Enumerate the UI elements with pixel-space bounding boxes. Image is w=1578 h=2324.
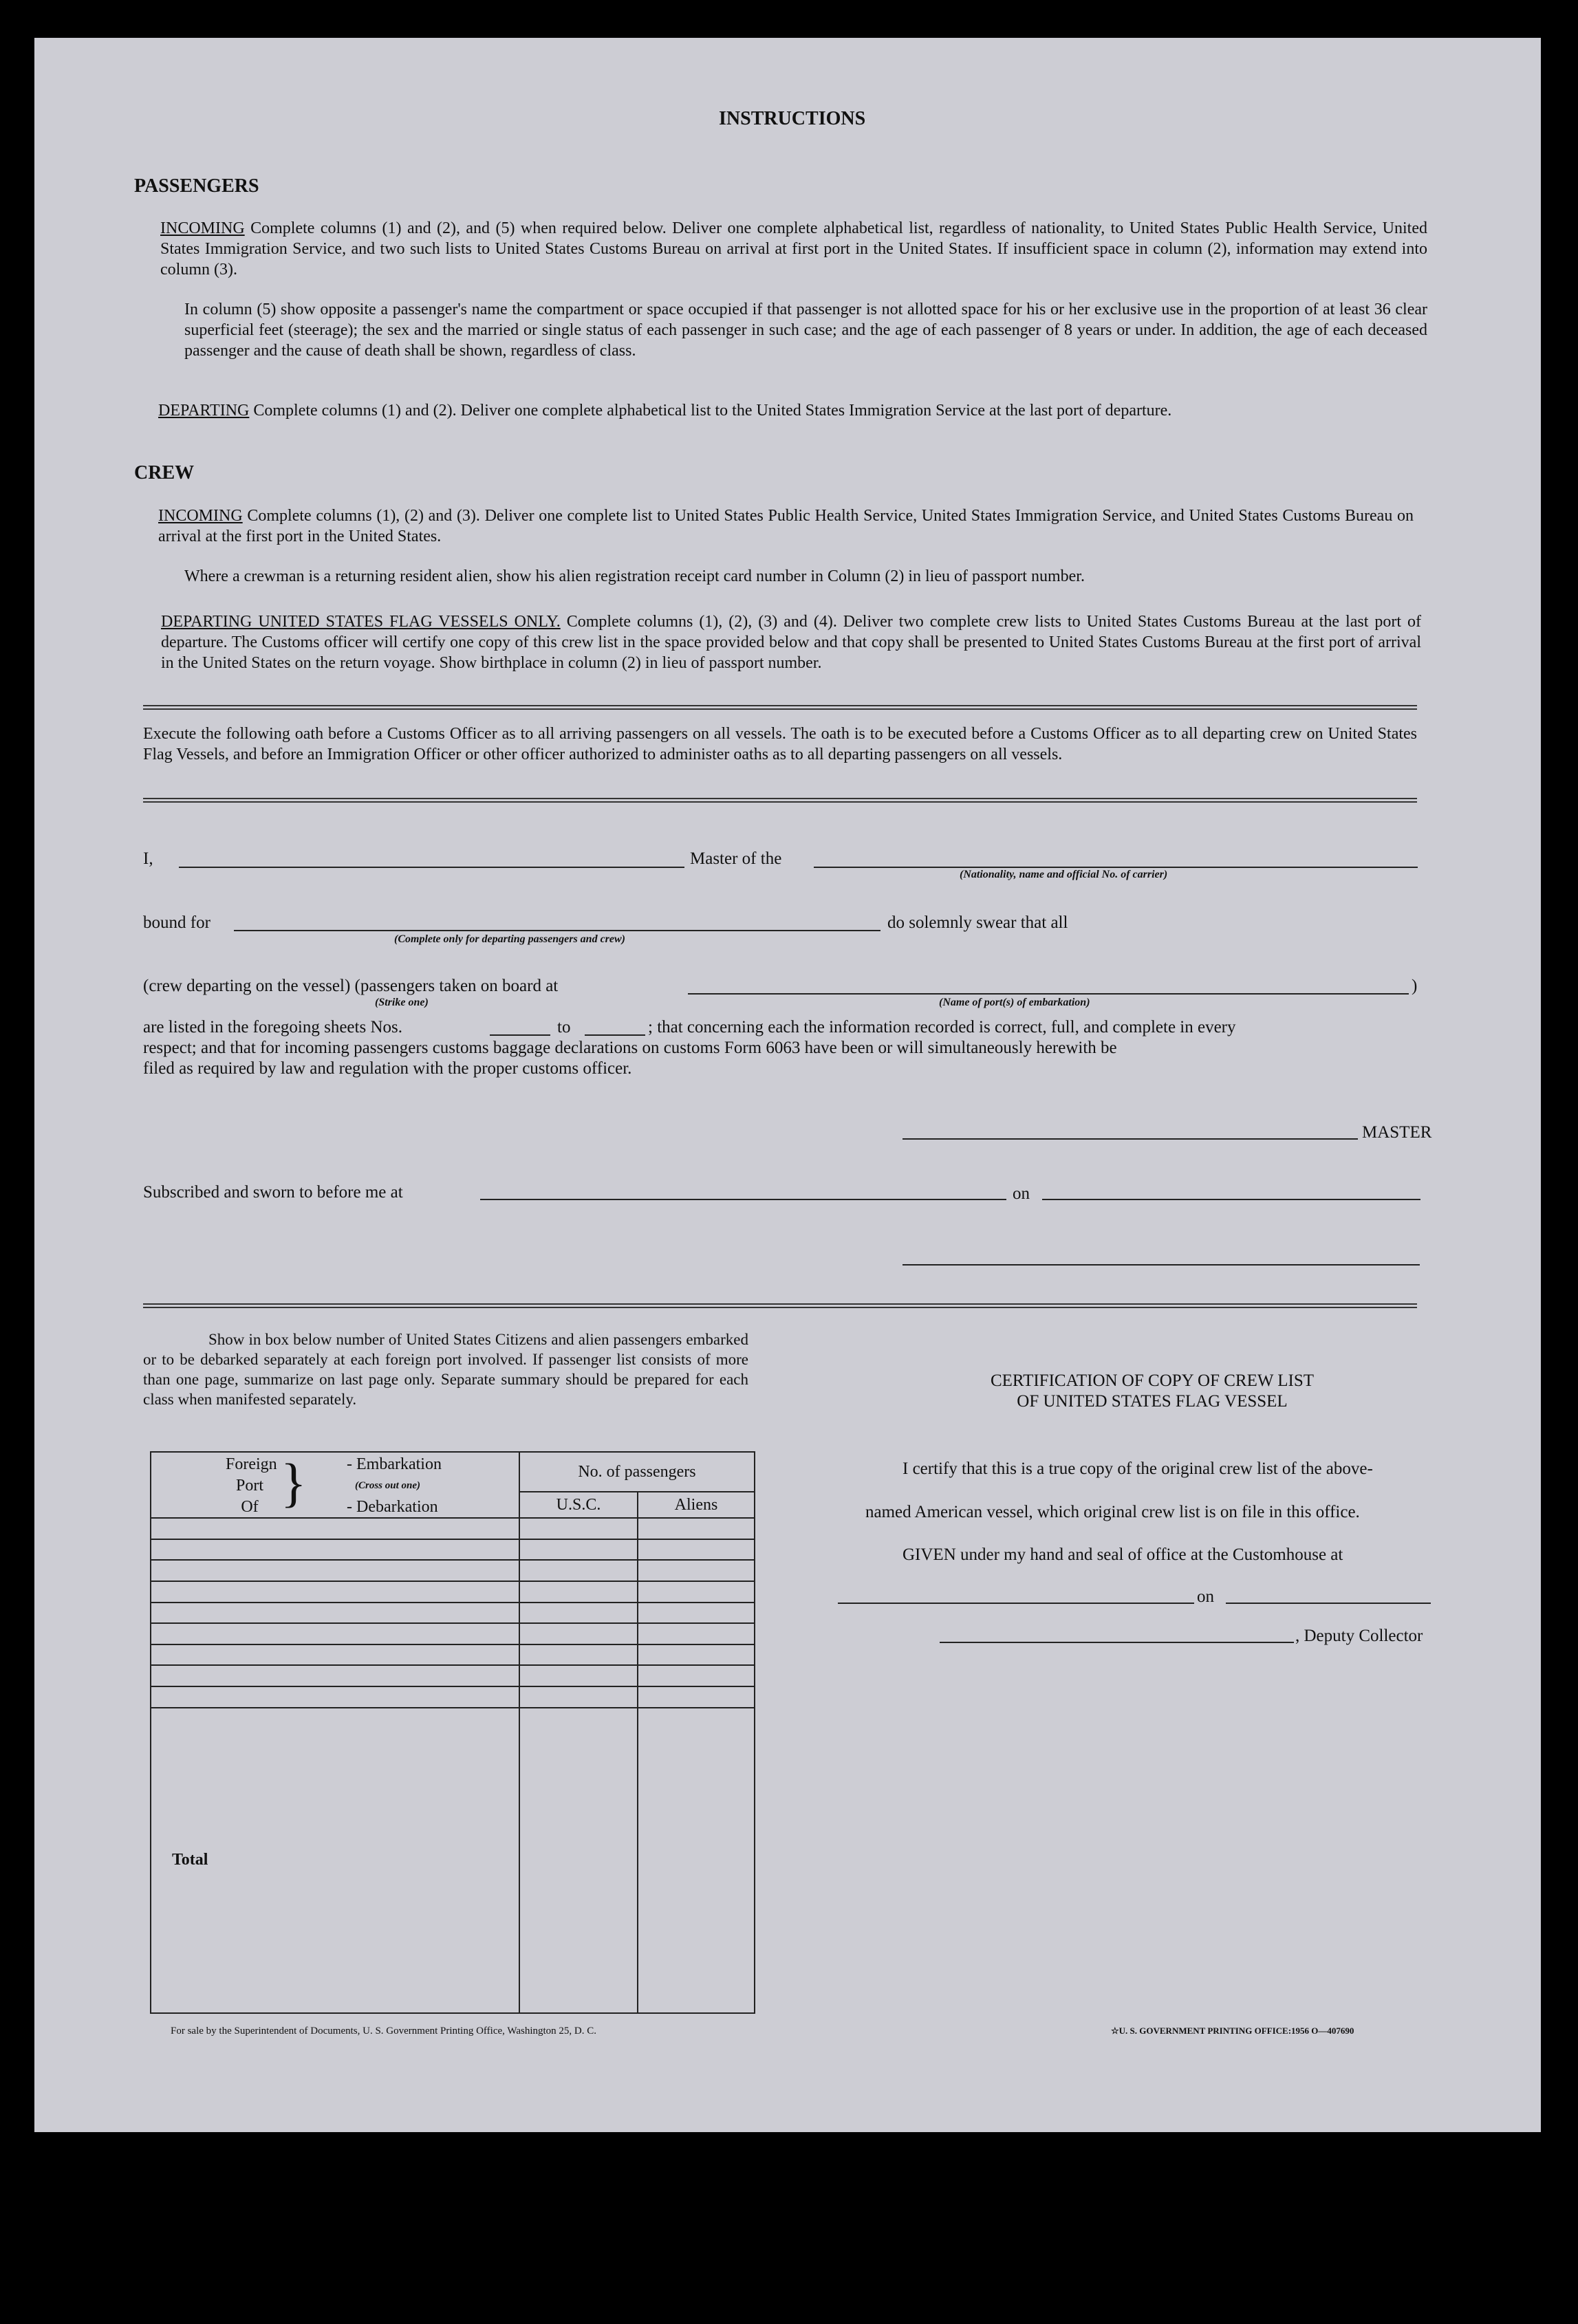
officer-signature-field[interactable] xyxy=(903,1264,1420,1266)
port-cell[interactable] xyxy=(151,1560,519,1581)
embark-debark-labels xyxy=(347,1454,442,1518)
port-header-label xyxy=(226,1454,277,1518)
crew-departing-lead: DEPARTING UNITED STATES FLAG VESSELS ONLY. xyxy=(161,613,561,631)
port-cell[interactable] xyxy=(151,1603,519,1624)
sheet-from-field[interactable] xyxy=(490,1034,550,1036)
total-aliens-cell[interactable] xyxy=(638,1708,755,2013)
master-label: MASTER xyxy=(1362,1123,1432,1142)
close-paren: ) xyxy=(1412,977,1418,995)
aliens-header: Aliens xyxy=(638,1492,755,1518)
port-cell[interactable] xyxy=(151,1686,519,1708)
table-row xyxy=(151,1644,755,1666)
aliens-cell[interactable] xyxy=(638,1518,755,1539)
port-cell[interactable] xyxy=(151,1581,519,1603)
bound-for-field[interactable] xyxy=(234,930,880,931)
debarkation-label: - Debarkation xyxy=(347,1498,438,1516)
deputy-collector-label: , Deputy Collector xyxy=(1295,1627,1423,1645)
crew-passengers-text: (crew departing on the vessel) (passengers taken on board at xyxy=(143,977,559,995)
usc-cell[interactable] xyxy=(519,1581,638,1603)
certification-title xyxy=(832,1371,1472,1412)
foreign-label: Foreign xyxy=(226,1455,277,1473)
passengers-incoming-lead: INCOMING xyxy=(160,219,245,237)
cross-out-hint: (Cross out one) xyxy=(355,1480,421,1491)
bound-for-label: bound for xyxy=(143,913,210,932)
table-row xyxy=(151,1581,755,1603)
subscribed-text: Subscribed and sworn to before me at xyxy=(143,1183,403,1202)
table-row xyxy=(151,1539,755,1561)
crew-departing-text: Complete columns (1), (2), (3) and (4). Deliver two complete crew lists to United States Customs Bureau at the last port of departure. The Customs officer will certify one copy of this crew list in the space provided below and that copy shall be presented to United States Customs Bureau at the first port of arrival in the United States on the return voyage. Show birthplace in column (2) in lieu of passport number. xyxy=(161,613,1421,672)
passengers-departing-text: Complete columns (1) and (2). Deliver one complete alphabetical list to the United States Immigration Service at the last port of departure. xyxy=(253,402,1172,420)
usc-cell[interactable] xyxy=(519,1686,638,1708)
deputy-signature-field[interactable] xyxy=(940,1642,1294,1643)
table-row xyxy=(151,1518,755,1539)
passengers-departing-para xyxy=(158,400,1427,421)
swear-text: do solemnly swear that all xyxy=(887,913,1068,932)
port-cell[interactable] xyxy=(151,1644,519,1666)
page-title: INSTRUCTIONS xyxy=(719,108,866,129)
summary-instructions: Show in box below number of United States Citizens and alien passengers embarked or to be debarked separately at each foreign port involved. If passenger list consists of more than one page, summarize on last page only. Separate summary should be prepared for each class when manifested separately. xyxy=(143,1331,748,1408)
embarkation-label: - Embarkation xyxy=(347,1455,442,1473)
crew-resident-para: Where a crewman is a returning resident alien, show his alien registration receipt card number in Column (2) in lieu of passport number. xyxy=(184,567,1085,585)
port-cell[interactable] xyxy=(151,1665,519,1686)
passengers-departing-lead: DEPARTING xyxy=(158,402,250,420)
complete-hint: (Complete only for departing passengers and crew) xyxy=(394,933,625,945)
aliens-cell[interactable] xyxy=(638,1581,755,1603)
aliens-cell[interactable] xyxy=(638,1560,755,1581)
oath-i: I, xyxy=(143,849,153,868)
listed-a: are listed in the foregoing sheets Nos. xyxy=(143,1018,402,1036)
oath-intro: Execute the following oath before a Customs Officer as to all arriving passengers on all vessels. The oath is to be executed before a Customs Officer as to all departing crew on United States Flag Vessels, and before an Immigration Officer or other officer authorized to administer oaths as to all departing passengers on all vessels. xyxy=(143,725,1417,763)
total-usc-cell[interactable] xyxy=(519,1708,638,2013)
usc-cell[interactable] xyxy=(519,1603,638,1624)
carrier-field[interactable] xyxy=(814,867,1418,868)
aliens-cell[interactable] xyxy=(638,1644,755,1666)
master-of-the-label: Master of the xyxy=(690,849,782,868)
total-label: Total xyxy=(151,1708,519,2013)
table-row xyxy=(151,1623,755,1644)
certify-line-1: I certify that this is a true copy of the original crew list of the above- xyxy=(903,1459,1373,1478)
divider-1 xyxy=(143,705,1417,710)
passengers-incoming-text: Complete columns (1) and (2), and (5) when required below. Deliver one complete alphabetical list, regardless of nationality, to United States Public Health Service, United States Immigration Service, and two such lists to United States Customs Bureau on arrival at first port in the United States. If insufficient space in column (2), information may extend into column (3). xyxy=(160,219,1428,279)
sworn-on-label: on xyxy=(1013,1184,1030,1203)
passenger-summary-table xyxy=(150,1451,755,2014)
usc-cell[interactable] xyxy=(519,1665,638,1686)
certification-title-1: CERTIFICATION OF COPY OF CREW LIST xyxy=(990,1371,1315,1390)
usc-cell[interactable] xyxy=(519,1518,638,1539)
divider-2 xyxy=(143,798,1417,803)
port-cell[interactable] xyxy=(151,1623,519,1644)
brace-icon: } xyxy=(281,1453,307,1512)
aliens-cell[interactable] xyxy=(638,1603,755,1624)
of-label: Of xyxy=(241,1498,259,1516)
crew-departing-para xyxy=(161,611,1421,673)
table-row xyxy=(151,1665,755,1686)
listed-b: ; that concerning each the information recorded is correct, full, and complete in every xyxy=(648,1018,1236,1036)
certification-date-field[interactable] xyxy=(1226,1603,1431,1604)
aliens-cell[interactable] xyxy=(638,1539,755,1561)
sworn-place-field[interactable] xyxy=(480,1199,1006,1200)
passengers-incoming-para xyxy=(160,218,1427,280)
port-label: Port xyxy=(235,1477,263,1495)
usc-cell[interactable] xyxy=(519,1539,638,1561)
port-cell[interactable] xyxy=(151,1518,519,1539)
usc-header: U.S.C. xyxy=(519,1492,638,1518)
listed-to: to xyxy=(557,1018,571,1036)
aliens-cell[interactable] xyxy=(638,1623,755,1644)
table-row xyxy=(151,1603,755,1624)
given-text: GIVEN under my hand and seal of office at the Customhouse at xyxy=(903,1545,1343,1564)
port-header-cell xyxy=(151,1452,519,1518)
certification-title-2: OF UNITED STATES FLAG VESSEL xyxy=(1017,1392,1288,1411)
master-name-field[interactable] xyxy=(179,867,684,868)
embarkation-ports-field[interactable] xyxy=(688,993,1409,995)
crew-heading: CREW xyxy=(134,462,195,484)
usc-cell[interactable] xyxy=(519,1623,638,1644)
sheet-to-field[interactable] xyxy=(585,1034,645,1036)
usc-cell[interactable] xyxy=(519,1560,638,1581)
strike-hint: (Strike one) xyxy=(375,997,429,1008)
customhouse-field[interactable] xyxy=(838,1603,1194,1604)
passengers-column5-para: In column (5) show opposite a passenger's name the compartment or space occupied if that passenger is not allotted space for his or her exclusive use in the proportion of at least 36 clear superficial feet (steerage); the sex and the married or single status of each passenger in such case; and the age of each passenger of 8 years or under. In addition, the age of each deceased passenger and the cause of death shall be shown, regardless of class. xyxy=(184,301,1427,360)
crew-incoming-lead: INCOMING xyxy=(158,507,243,525)
table-row xyxy=(151,1686,755,1708)
passengers-heading: PASSENGERS xyxy=(134,175,259,197)
divider-3 xyxy=(143,1303,1417,1308)
master-signature-field[interactable] xyxy=(903,1138,1358,1140)
table-row xyxy=(151,1560,755,1581)
port-cell[interactable] xyxy=(151,1539,519,1561)
listed-d: filed as required by law and regulation with the proper customs officer. xyxy=(143,1059,632,1078)
footer-printing-office: ☆U. S. GOVERNMENT PRINTING OFFICE:1956 O—407690 xyxy=(1111,2026,1354,2036)
aliens-cell[interactable] xyxy=(638,1665,755,1686)
total-row xyxy=(151,1708,755,2013)
certify-line-2: named American vessel, which original crew list is on file in this office. xyxy=(865,1503,1360,1521)
crew-incoming-text: Complete columns (1), (2) and (3). Deliver one complete list to United States Public Health Service, United States Immigration Service, and United States Customs Bureau on arrival at the first port in the United States. xyxy=(158,507,1414,545)
footer-sale-text: For sale by the Superintendent of Documents, U. S. Government Printing Office, Washington 25, D. C. xyxy=(171,2026,596,2037)
no-passengers-header: No. of passengers xyxy=(519,1452,755,1492)
ports-hint: (Name of port(s) of embarkation) xyxy=(939,997,1090,1008)
aliens-cell[interactable] xyxy=(638,1686,755,1708)
crew-incoming-para xyxy=(158,506,1414,547)
nationality-hint: (Nationality, name and official No. of carrier) xyxy=(960,869,1168,880)
certification-on-label: on xyxy=(1197,1587,1214,1606)
usc-cell[interactable] xyxy=(519,1644,638,1666)
listed-c: respect; and that for incoming passengers customs baggage declarations on customs Form 6063 have been or will simultaneously herewith be xyxy=(143,1039,1117,1057)
form-page xyxy=(34,38,1541,2132)
sworn-date-field[interactable] xyxy=(1042,1199,1420,1200)
